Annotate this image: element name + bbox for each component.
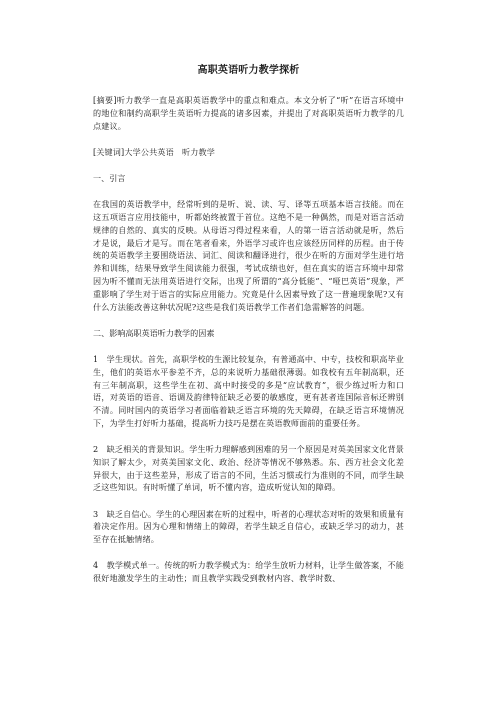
- document-page: [93, 64, 404, 598]
- section-heading-introduction: 一、引言: [93, 172, 126, 183]
- factor-item-3: 3 缺乏自信心。学生的心理因素在听的过程中，听者的心理状态对听的效果和质量有着决定作用。因为心理和情绪上的障碍，若学生缺乏自信心，或缺乏学习的动力，甚至存在抵触情绪。: [93, 508, 404, 545]
- introduction-paragraph: 在我国的英语教学中，经常听到的是听、说、读、写、译等五项基本语言技能。而在这五项语言应用技能中，听都始终被置于首位。这绝不是一种偶然，而是对语言活动规律的自然的、真实的反映。从母语习得过程来看，人的第一语言活动就是听，然后才是说，最后才是写。而在笔者看来，外语学习或许也应该经历同样的历程。由于传统的英语教学主要围绕语法、词汇、阅读和翻译进行，很少在听的方面对学生进行培养和训练，结果导致学生阅读能力很强，考试成绩也好，但在真实的语言环境中却常因为听不懂而无法用英语进行交际，出现了所谓的“高分低能”、“哑巴英语”现象，严重影响了学生对于语言的实际应用能力。究竟是什么因素导致了这一普遍现象呢?又有什么方法能改善这种状况呢?这些是我们英语教学工作者们急需解答的问题。: [93, 199, 404, 312]
- factor-item-1: 1 学生现状。首先，高职学校的生源比较复杂，有普通高中、中专，技校和职高毕业生，他们的英语水平参差不齐，总的来说听力基础很薄弱。如我校有五年制高职，还有三年制高职，这些学生在初、高中时接受的多是“应试教育”，很少练过听力和口语，对英语的语音、语调及韵律特征缺乏必要的敏感度，更有甚者连国际音标还辨别不清。同时国内的英语学习者面临着缺乏语言环境的先天障碍，在缺乏语言环境情况下，为学生打好听力基础，提高听力技巧是摆在英语教师面前的重要任务。: [93, 353, 404, 428]
- section-heading-factors: 二、影响高职英语听力教学的因素: [93, 327, 215, 338]
- keywords-paragraph: [关键词]大学公共英语 听力教学: [93, 146, 216, 157]
- document-title: 高职英语听力教学探析: [197, 65, 300, 76]
- factor-item-2: 2 缺乏相关的背景知识。学生听力理解感到困难的另一个原因是对英美国家文化背景知识了解太少，对英美国家文化、政治、经济等情况不够熟悉。东、西方社会文化差异很大，由于这些差异，形成了语言的不同，生活习惯或行为准则的不同，而学生缺乏这些知识。有时听懂了单词，听不懂内容，造成听觉认知的障碍。: [93, 444, 404, 493]
- factor-item-4: 4 教学模式单一。传统的听力教学模式为：给学生放听力材料，让学生做答案，不能很好地激发学生的主动性；而且教学实践受到教材内容、教学时数、: [93, 560, 404, 584]
- abstract-paragraph: [摘要]听力教学一直是高职英语教学中的重点和难点。本文分析了“听”在语言环境中的地位和制约高职学生英语听力提高的诸多因素，并提出了对高职英语听力教学的几点建议。: [93, 95, 404, 131]
